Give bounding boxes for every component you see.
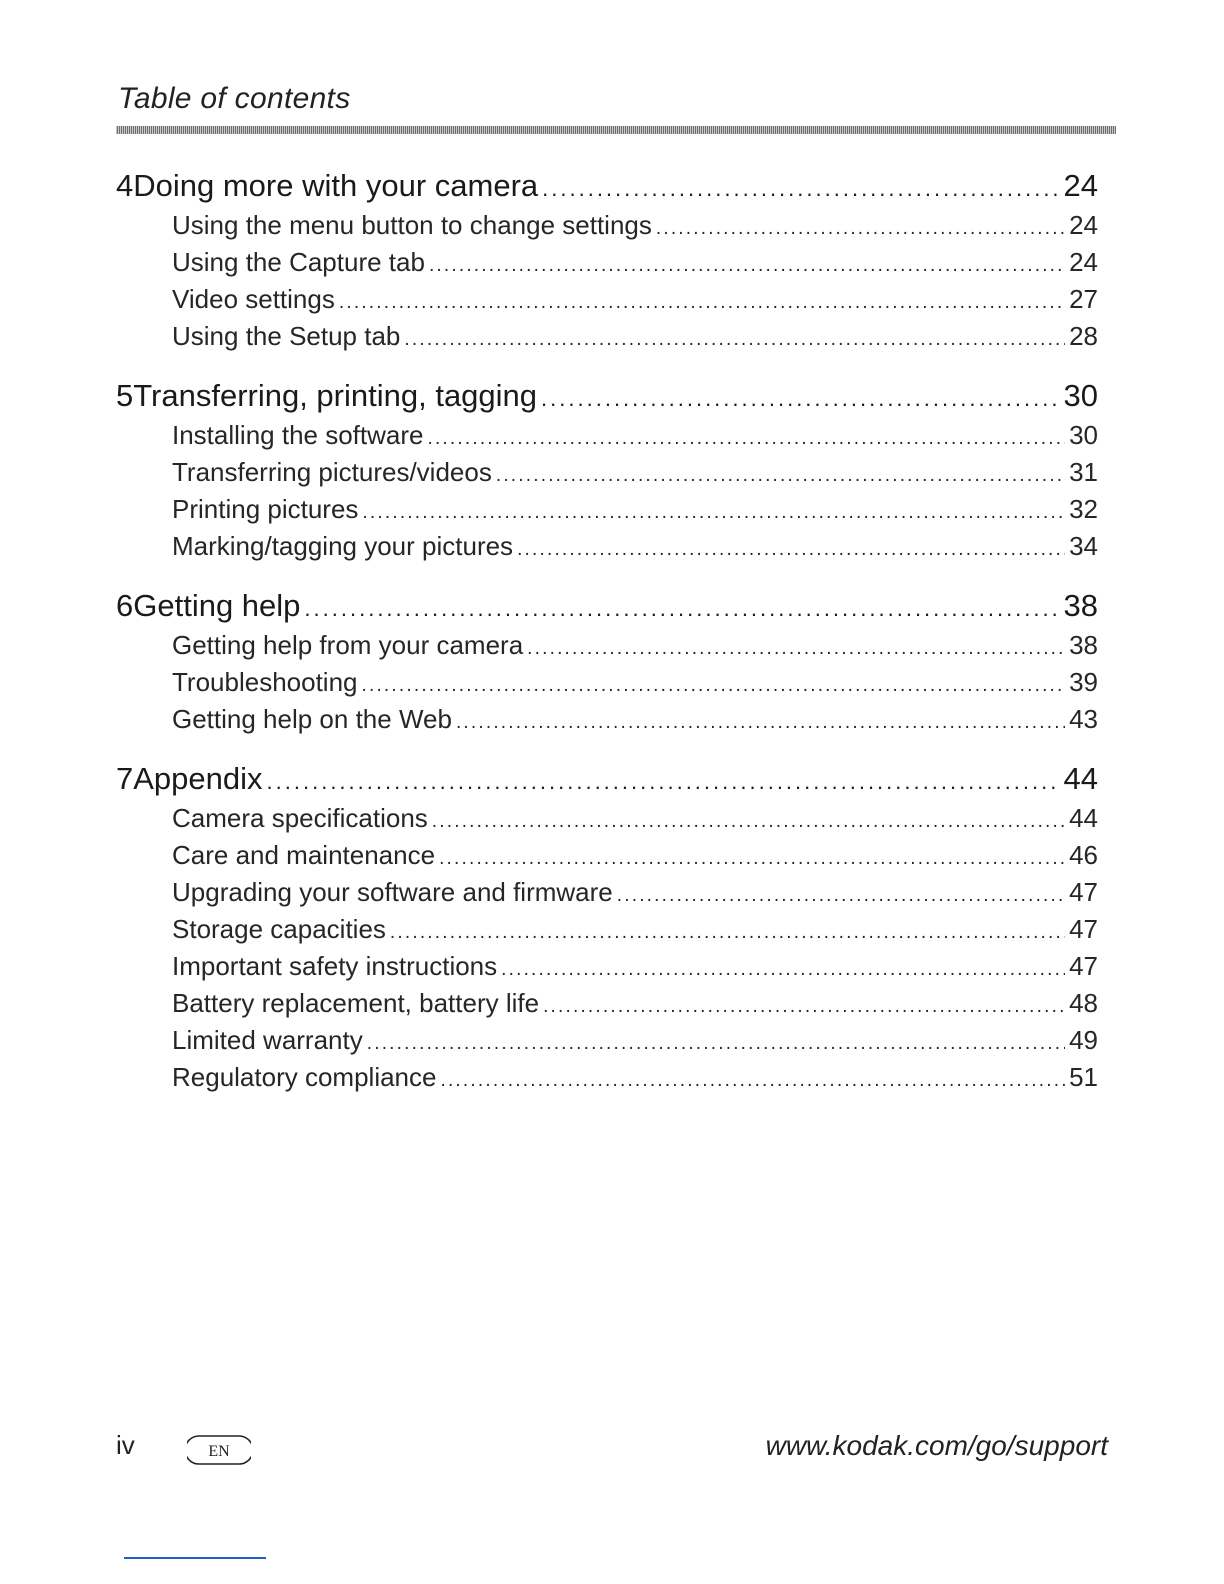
section-title: Video settings <box>172 284 335 314</box>
chapter-page-number: 24 <box>1063 168 1098 203</box>
language-badge-label: EN <box>208 1443 230 1460</box>
dot-leader <box>427 420 1065 457</box>
section-page-number: 51 <box>1069 1062 1098 1092</box>
dot-leader <box>656 210 1065 247</box>
section-title: Marking/tagging your pictures <box>172 531 514 561</box>
toc-section-entry[interactable] <box>116 837 1098 874</box>
toc-chapter-entry[interactable] <box>116 585 1098 627</box>
section-page-number: 34 <box>1069 531 1098 561</box>
chapter-title: Transferring, printing, tagging <box>133 378 538 413</box>
toc-section-entry[interactable] <box>116 911 1098 948</box>
section-title: Storage capacities <box>172 914 386 944</box>
section-title: Regulatory compliance <box>172 1062 437 1092</box>
dot-leader <box>267 761 1060 803</box>
section-title: Care and maintenance <box>172 840 436 870</box>
toc-section-entry[interactable] <box>116 701 1098 738</box>
section-page-number: 46 <box>1069 840 1098 870</box>
toc-section-entry[interactable] <box>116 664 1098 701</box>
dot-leader <box>440 1062 1065 1099</box>
dot-leader <box>404 321 1065 358</box>
chapter-title: Getting help <box>133 588 301 623</box>
section-title: Using the Setup tab <box>172 321 401 351</box>
chapter-page-number: 30 <box>1063 378 1098 413</box>
dot-leader <box>390 914 1065 951</box>
dot-leader <box>456 704 1065 741</box>
dot-leader <box>617 877 1065 914</box>
dot-leader <box>432 803 1065 840</box>
dot-leader <box>501 951 1065 988</box>
section-title: Using the Capture tab <box>172 247 425 277</box>
header-rule <box>116 126 1116 134</box>
section-page-number: 24 <box>1069 210 1098 240</box>
section-page-number: 24 <box>1069 247 1098 277</box>
toc-section-entry[interactable] <box>116 985 1098 1022</box>
dot-leader <box>496 457 1065 494</box>
section-title: Limited warranty <box>172 1025 363 1055</box>
dot-leader <box>367 1025 1065 1062</box>
toc-section-entry[interactable] <box>116 207 1098 244</box>
section-title: Camera specifications <box>172 803 428 833</box>
dot-leader <box>543 988 1065 1025</box>
chapter-page-number: 44 <box>1063 761 1098 796</box>
chapter-number: 4 <box>116 168 134 203</box>
section-page-number: 44 <box>1069 803 1098 833</box>
dot-leader <box>541 378 1059 420</box>
section-title: Getting help from your camera <box>172 630 524 660</box>
section-title: Installing the software <box>172 420 424 450</box>
section-title: Transferring pictures/videos <box>172 457 492 487</box>
toc-section-entry[interactable] <box>116 800 1098 837</box>
section-page-number: 49 <box>1069 1025 1098 1055</box>
language-badge-icon <box>187 1433 251 1467</box>
dot-leader <box>527 630 1065 667</box>
chapter-page-number: 38 <box>1063 588 1098 623</box>
footer-page-number: iv <box>116 1430 135 1460</box>
section-title: Printing pictures <box>172 494 359 524</box>
section-page-number: 39 <box>1069 667 1098 697</box>
section-page-number: 47 <box>1069 914 1098 944</box>
toc-section-entry[interactable] <box>116 454 1098 491</box>
section-page-number: 27 <box>1069 284 1098 314</box>
chapter-7 <box>116 758 1098 1096</box>
toc-section-entry[interactable] <box>116 417 1098 454</box>
dot-leader <box>339 284 1065 321</box>
dot-leader <box>304 588 1059 630</box>
chapter-5 <box>116 375 1098 565</box>
section-title: Getting help on the Web <box>172 704 452 734</box>
toc-section-entry[interactable] <box>116 1059 1098 1096</box>
chapter-number: 7 <box>116 761 134 796</box>
section-title: Troubleshooting <box>172 667 358 697</box>
toc-section-entry[interactable] <box>116 874 1098 911</box>
section-title: Using the menu button to change settings <box>172 210 652 240</box>
toc-section-entry[interactable] <box>116 491 1098 528</box>
toc-section-entry[interactable] <box>116 1022 1098 1059</box>
section-page-number: 32 <box>1069 494 1098 524</box>
chapter-title: Doing more with your camera <box>133 168 539 203</box>
dot-leader <box>517 531 1065 568</box>
section-title: Upgrading your software and firmware <box>172 877 613 907</box>
toc-section-entry[interactable] <box>116 244 1098 281</box>
chapter-title: Appendix <box>133 761 263 796</box>
support-url-link[interactable]: www.kodak.com/go/support <box>765 1430 1108 1461</box>
chapter-6 <box>116 585 1098 738</box>
toc-chapter-entry[interactable] <box>116 165 1098 207</box>
section-title: Battery replacement, battery life <box>172 988 540 1018</box>
bottom-blue-rule <box>124 1557 266 1559</box>
section-page-number: 38 <box>1069 630 1098 660</box>
chapter-number: 5 <box>116 378 134 413</box>
toc-chapter-entry[interactable] <box>116 758 1098 800</box>
chapter-number: 6 <box>116 588 134 623</box>
section-page-number: 31 <box>1069 457 1098 487</box>
section-page-number: 30 <box>1069 420 1098 450</box>
dot-leader <box>362 667 1066 704</box>
section-page-number: 43 <box>1069 704 1098 734</box>
toc-section-entry[interactable] <box>116 627 1098 664</box>
toc-chapter-entry[interactable] <box>116 375 1098 417</box>
toc-section-entry[interactable] <box>116 318 1098 355</box>
section-page-number: 48 <box>1069 988 1098 1018</box>
page-title: Table of contents <box>118 82 351 115</box>
dot-leader <box>362 494 1065 531</box>
toc-section-entry[interactable] <box>116 948 1098 985</box>
dot-leader <box>542 168 1059 210</box>
dot-leader <box>439 840 1065 877</box>
section-page-number: 28 <box>1069 321 1098 351</box>
toc-section-entry[interactable] <box>116 528 1098 565</box>
chapter-4 <box>116 165 1098 355</box>
section-page-number: 47 <box>1069 877 1098 907</box>
section-page-number: 47 <box>1069 951 1098 981</box>
section-title: Important safety instructions <box>172 951 498 981</box>
dot-leader <box>429 247 1065 284</box>
table-of-contents <box>116 165 1098 1096</box>
toc-section-entry[interactable] <box>116 281 1098 318</box>
